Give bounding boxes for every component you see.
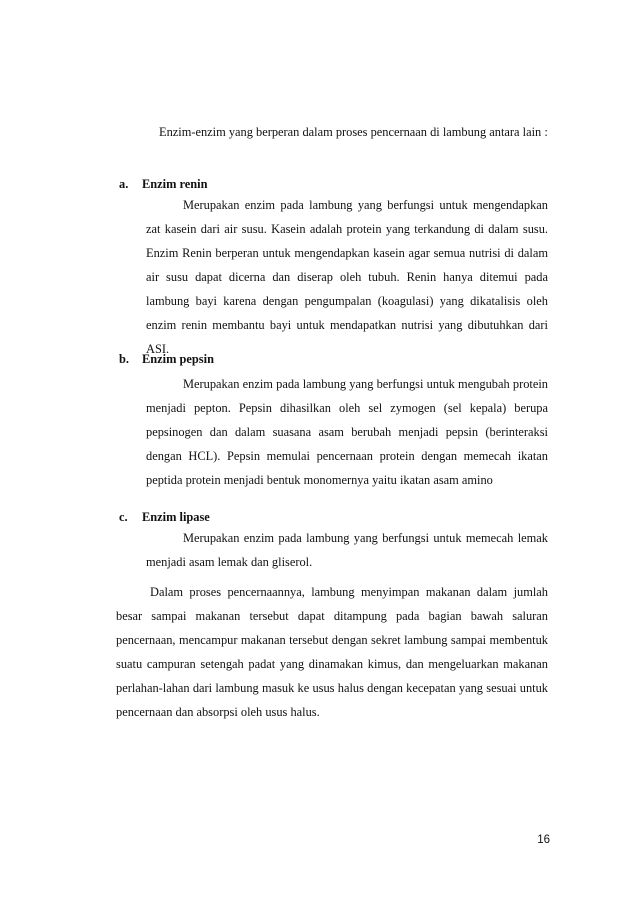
item-letter: b. (119, 352, 129, 366)
item-title: Enzim pepsin (142, 352, 214, 366)
item-body-renin: Merupakan enzim pada lambung yang berfungsi untuk mengendapkan zat kasein dari air susu. Kasein adalah protein yang terkandung di dalam susu. Enzim Renin berperan untuk mengendapkan kasein agar semua nutrisi di dalam air susu dapat dicerna dan diserap oleh tubuh. Renin hanya ditemui pada lambung bayi karena dengan pengumpalan (koagulasi) yang dikatalisis oleh enzim renin membantu bayi untuk mendapatkan nutrisi yang dibutuhkan dari ASI. (146, 198, 548, 356)
item-letter: a. (119, 177, 129, 191)
page-number: 16 (537, 834, 550, 846)
closing-paragraph: Dalam proses pencernaannya, lambung menyimpan makanan dalam jumlah besar sampai makanan tersebut dapat ditampung pada bagian bawah saluran pencernaan, mencampur makanan tersebut dengan sekret lambung sampai membentuk suatu campuran setengah padat yang dinamakan kimus, dan mengeluarkan makanan perlahan-lahan dari lambung masuk ke usus halus dengan kecepatan yang sesuai untuk pencernaan dan absorpsi oleh usus halus. (116, 585, 548, 719)
item-title: Enzim lipase (142, 510, 210, 524)
item-heading-renin (119, 177, 208, 192)
item-body-pepsin: Merupakan enzim pada lambung yang berfungsi untuk mengubah protein menjadi pepton. Pepsin dihasilkan oleh sel zymogen (sel kepala) berupa pepsinogen dan dalam suasana asam berubah menjadi pepsin (berinteraksi dengan HCL). Pepsin memulai pencernaan protein dengan memecah ikatan peptida protein menjadi bentuk monomernya yaitu ikatan asam amino (146, 377, 548, 487)
item-heading-pepsin (119, 352, 214, 367)
item-title: Enzim renin (142, 177, 208, 191)
item-body-lipase: Merupakan enzim pada lambung yang berfungsi untuk memecah lemak menjadi asam lemak dan gliserol. (146, 531, 548, 569)
intro-paragraph: Enzim-enzim yang berperan dalam proses pencernaan di lambung antara lain : (159, 125, 548, 139)
item-letter: c. (119, 510, 128, 524)
item-heading-lipase (119, 510, 210, 525)
